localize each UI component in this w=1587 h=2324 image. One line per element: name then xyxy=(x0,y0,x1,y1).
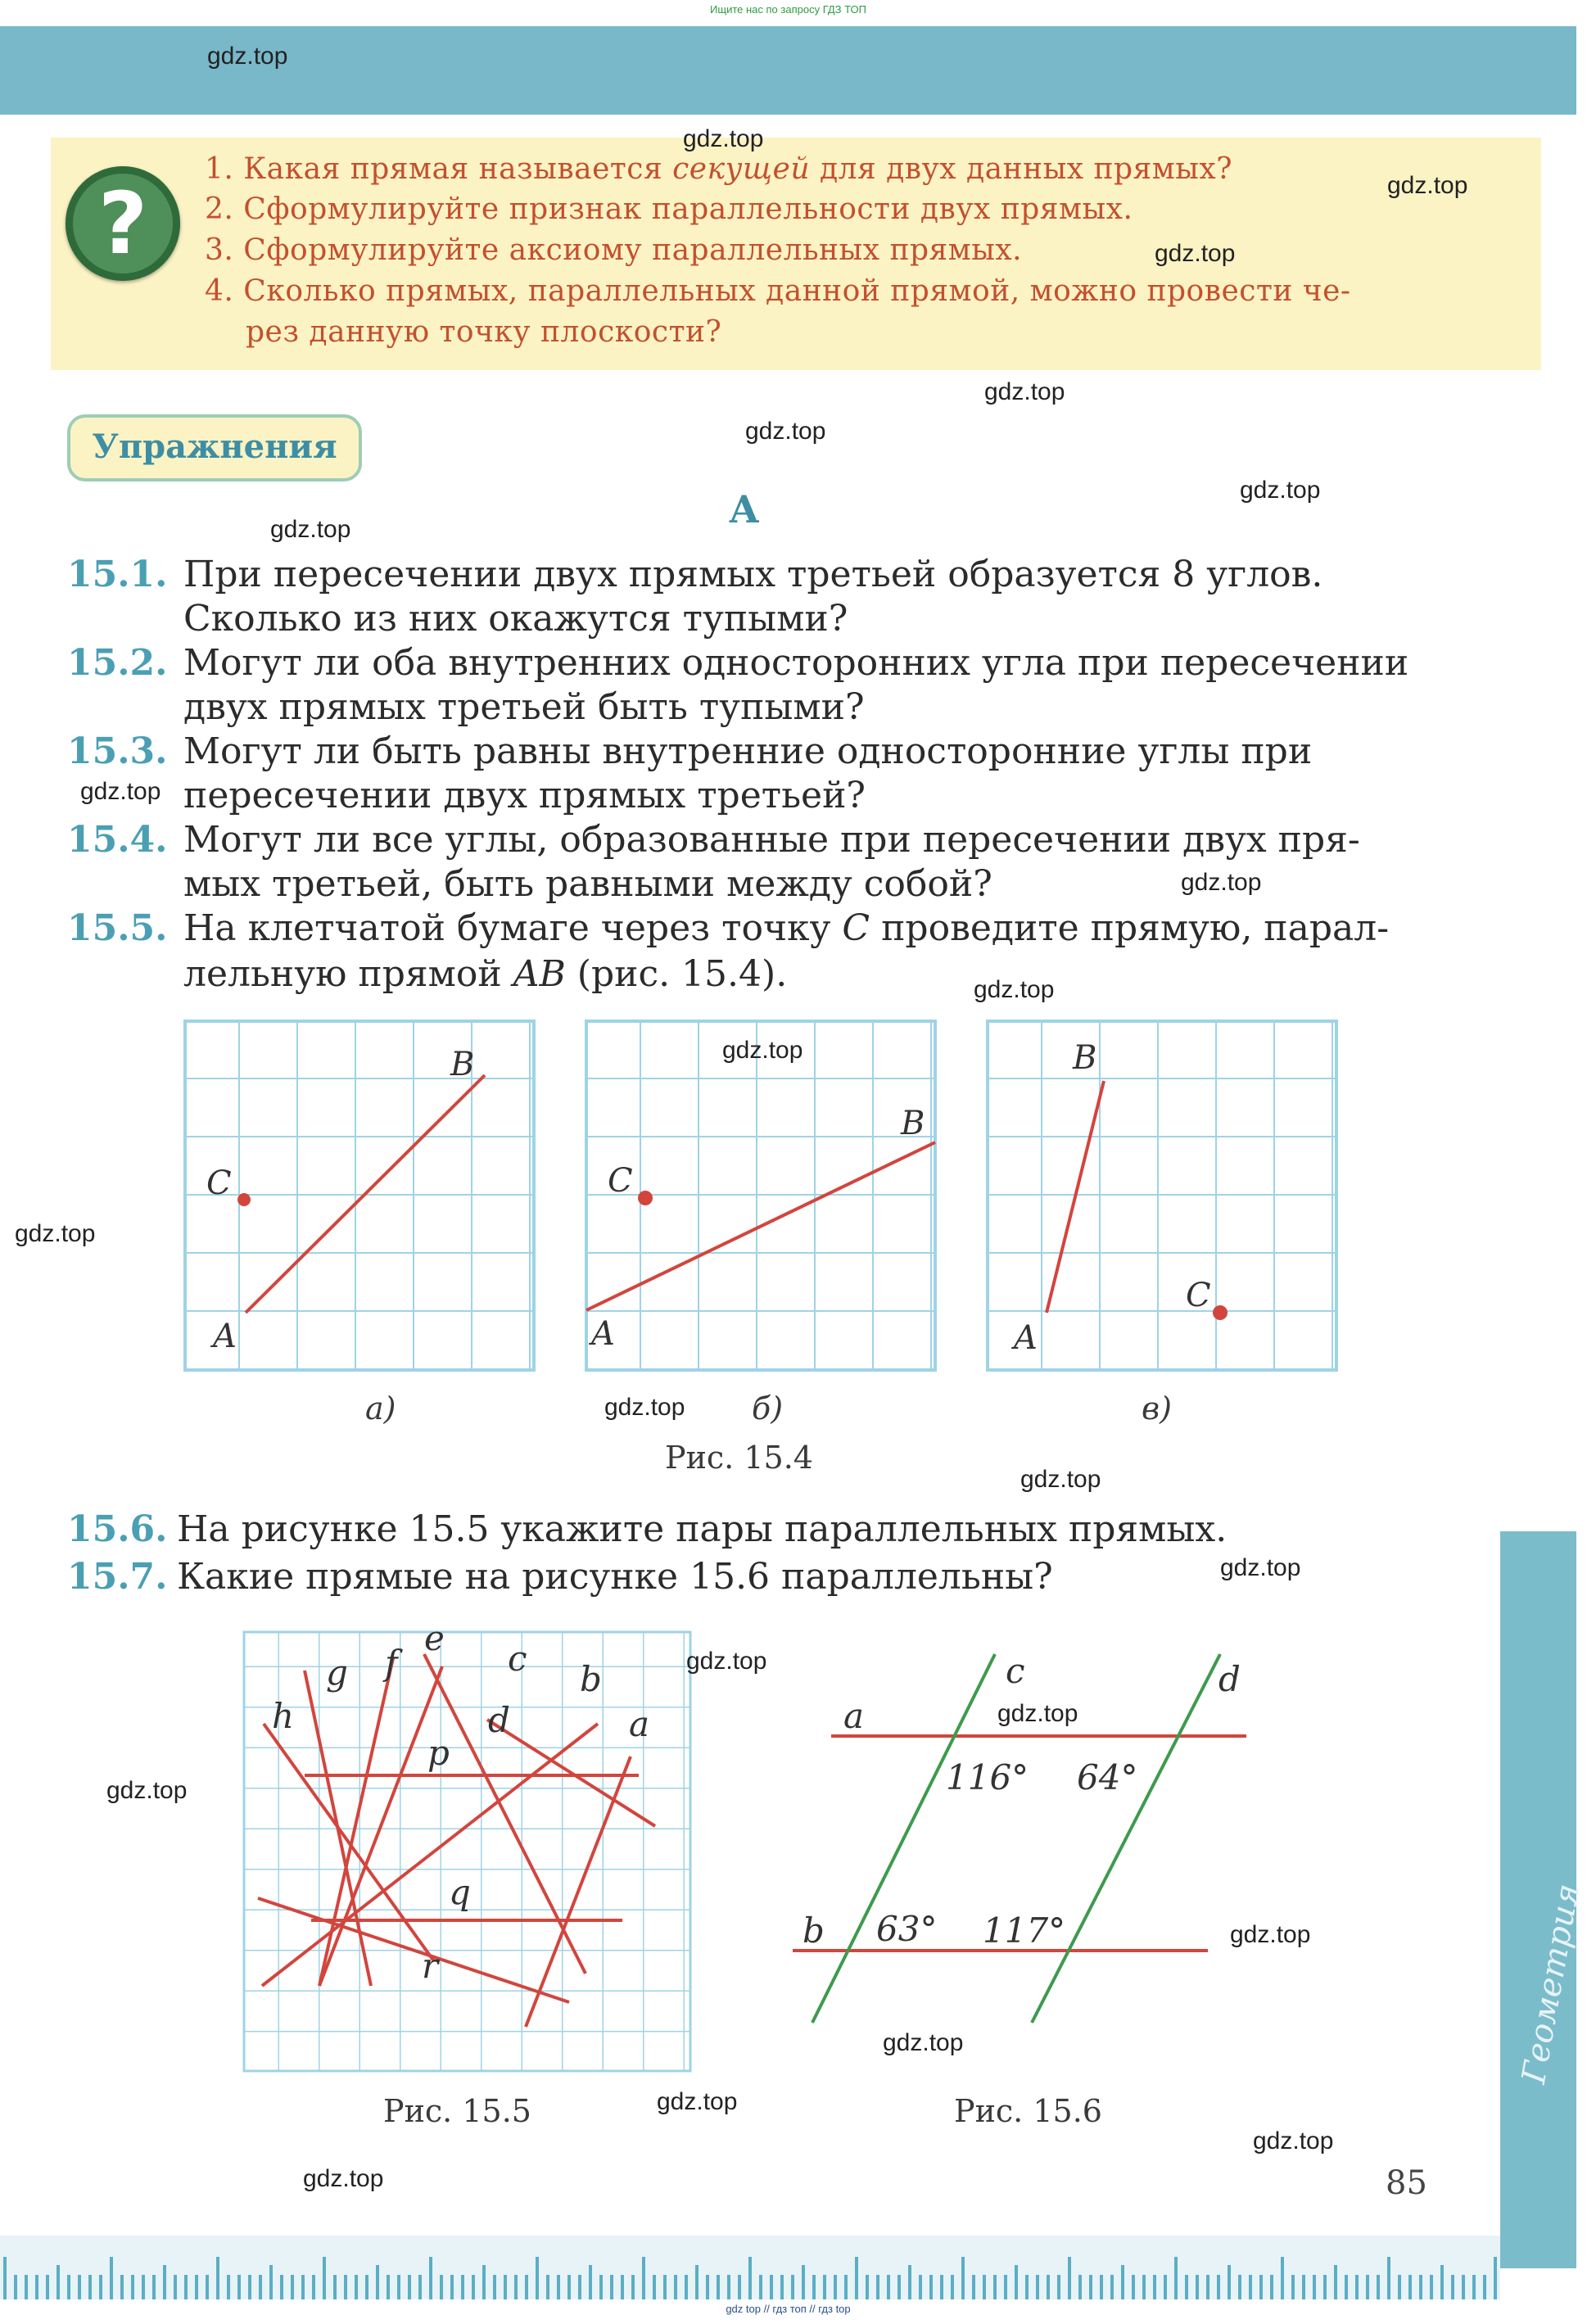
label-c: c xyxy=(1006,1651,1025,1691)
label-b: B xyxy=(901,1105,925,1142)
label-c: C xyxy=(608,1162,633,1200)
exercise-text: мых третьей, быть равными между собой? xyxy=(183,863,992,905)
label-d: d xyxy=(488,1700,510,1740)
watermark: gdz.top xyxy=(106,1777,188,1804)
figure-caption: Рис. 15.4 xyxy=(665,1440,813,1476)
header-band xyxy=(0,26,1576,115)
exercises-label: Упражнения xyxy=(67,414,362,482)
label-h: h xyxy=(272,1696,295,1736)
exercise-number: 15.1. xyxy=(67,554,168,595)
label-g: g xyxy=(326,1653,348,1693)
question-4: 4. Сколько прямых, параллельных данной прямой, можно провести че- xyxy=(205,274,1351,308)
label-a: a xyxy=(629,1704,650,1744)
watermark: gdz.top xyxy=(604,1394,685,1421)
label-a: A xyxy=(591,1315,615,1353)
exercise-number: 15.2. xyxy=(67,642,168,684)
watermark: gdz.top xyxy=(974,976,1055,1003)
watermark: gdz.top xyxy=(686,1648,767,1675)
watermark: gdz.top xyxy=(745,418,826,445)
label-q: q xyxy=(449,1872,471,1912)
watermark: gdz.top xyxy=(1020,1466,1101,1493)
side-tab xyxy=(1500,1531,1587,2268)
exercise-text: пересечении двух прямых третьей? xyxy=(183,775,866,816)
watermark: gdz.top xyxy=(80,778,161,805)
ruler-decoration xyxy=(0,2236,1500,2299)
watermark: gdz.top xyxy=(984,378,1065,405)
figure-caption: Рис. 15.6 xyxy=(954,2093,1102,2129)
watermark: gdz.top xyxy=(997,1700,1078,1727)
label-r: r xyxy=(422,1946,439,1986)
angle-label: 63° xyxy=(876,1909,938,1949)
watermark: gdz.top xyxy=(1181,869,1262,896)
angle-label: 116° xyxy=(946,1757,1029,1797)
line-c xyxy=(812,1654,995,2023)
panel-a xyxy=(185,1021,534,1370)
question-1: 1. Какая прямая называется секущей для двух данных прямых? xyxy=(205,152,1233,186)
angle-label: 117° xyxy=(983,1910,1066,1951)
watermark: gdz.top xyxy=(683,125,764,152)
watermark: gdz.top xyxy=(1253,2127,1334,2154)
watermark: gdz.top xyxy=(207,43,288,70)
point-c xyxy=(638,1191,653,1205)
watermark: gdz.top xyxy=(270,516,351,543)
label-a: a xyxy=(843,1696,865,1736)
angle-label: 64° xyxy=(1077,1757,1138,1797)
label-b: B xyxy=(1073,1039,1097,1077)
label-d: d xyxy=(1219,1659,1241,1699)
figure-caption: Рис. 15.5 xyxy=(383,2093,531,2129)
exercise-text: Могут ли оба внутренних односторонних угла при пересечении xyxy=(183,642,1409,684)
panel-a-label: а) xyxy=(365,1390,396,1427)
bottom-note: gdz top // гдз топ // гдз top xyxy=(726,2303,851,2315)
watermark: gdz.top xyxy=(1230,1921,1311,1948)
page-number: 85 xyxy=(1386,2164,1427,2202)
watermark: gdz.top xyxy=(883,2029,964,2056)
label-e: e xyxy=(424,1618,445,1658)
figure-15-4 xyxy=(180,1020,1343,1380)
watermark: gdz.top xyxy=(303,2165,384,2192)
panel-b-label: б) xyxy=(752,1390,784,1427)
watermark: gdz.top xyxy=(722,1037,803,1064)
point-c xyxy=(237,1193,251,1206)
side-tab-label: Геометрия xyxy=(1515,1880,1587,2087)
exercise-text: лельную прямой AB (рис. 15.4). xyxy=(183,953,788,995)
exercise-text: На клетчатой бумаге через точку C проведите прямую, парал- xyxy=(183,907,1390,949)
label-p: p xyxy=(427,1733,450,1773)
figure-15-5 xyxy=(237,1618,696,2084)
exercise-text: Какие прямые на рисунке 15.6 параллельны? xyxy=(177,1556,1053,1598)
exercise-number: 15.7. xyxy=(67,1556,168,1598)
exercise-number: 15.4. xyxy=(67,819,168,861)
question-mark-icon: ? xyxy=(66,166,180,281)
label-c: C xyxy=(1186,1277,1211,1314)
watermark: gdz.top xyxy=(15,1220,96,1247)
label-b: b xyxy=(580,1659,602,1699)
panel-b xyxy=(586,1021,935,1370)
watermark: gdz.top xyxy=(1240,477,1321,504)
watermark: gdz.top xyxy=(1387,172,1468,199)
exercise-text: При пересечении двух прямых третьей образуется 8 углов. xyxy=(183,554,1323,595)
label-f: f xyxy=(385,1643,398,1683)
watermark: gdz.top xyxy=(1155,240,1236,267)
exercise-number: 15.6. xyxy=(67,1508,168,1550)
exercise-text: Могут ли все углы, образованные при пересечении двух пря- xyxy=(183,819,1360,861)
panel-c-label: в) xyxy=(1142,1390,1172,1427)
exercise-text: двух прямых третьей быть тупыми? xyxy=(183,686,865,728)
top-search-note: Ищите нас по запросу ГДЗ ТОП xyxy=(710,3,866,16)
exercise-number: 15.5. xyxy=(67,907,168,949)
difficulty-level: А xyxy=(729,487,760,531)
question-2: 2. Сформулируйте признак параллельности двух прямых. xyxy=(205,192,1133,226)
exercise-text: Могут ли быть равны внутренние односторонние углы при xyxy=(183,730,1313,772)
question-4-continued: рез данную точку плоскости? xyxy=(246,315,722,349)
watermark: gdz.top xyxy=(1220,1554,1301,1581)
label-b: b xyxy=(803,1910,825,1951)
label-a: A xyxy=(213,1318,237,1355)
watermark: gdz.top xyxy=(657,2088,738,2115)
label-c: C xyxy=(206,1164,232,1202)
exercise-number: 15.3. xyxy=(67,730,168,772)
label-a: A xyxy=(1014,1319,1038,1357)
panel-c xyxy=(988,1021,1336,1370)
point-c xyxy=(1213,1305,1228,1320)
question-3: 3. Сформулируйте аксиому параллельных прямых. xyxy=(205,233,1023,267)
exercise-text: На рисунке 15.5 укажите пары параллельных прямых. xyxy=(177,1508,1228,1550)
label-c: c xyxy=(508,1639,527,1679)
label-b: B xyxy=(450,1046,475,1083)
exercise-text: Сколько из них окажутся тупыми? xyxy=(183,598,848,640)
